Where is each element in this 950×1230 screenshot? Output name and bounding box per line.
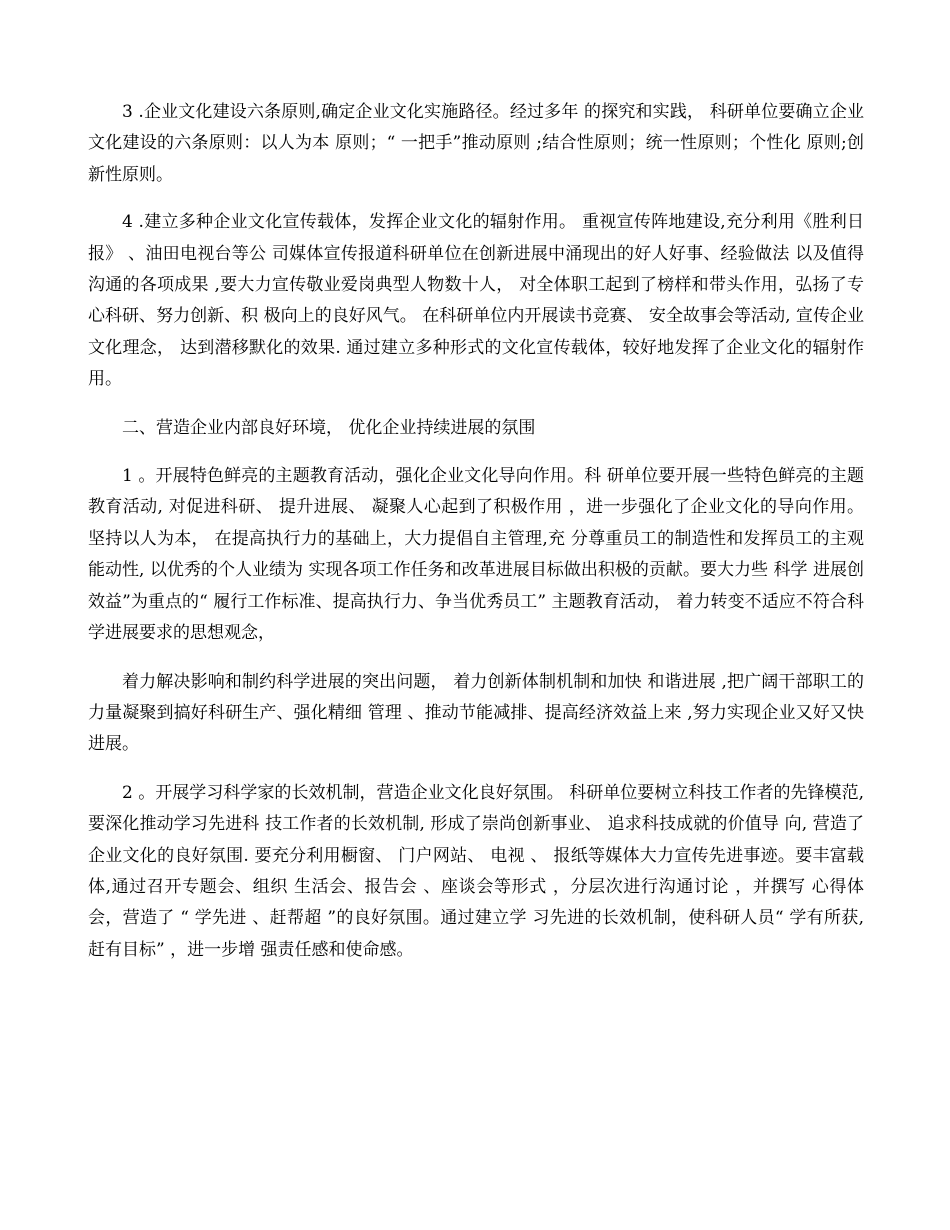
paragraph-principles: 3 .企业文化建设六条原则,确定企业文化实施路径。经过多年 的探究和实践， 科研单位要确立企业文化建设的六条原则：以人为本 原则；“ 一把手”推动原则 ;结合性原则；统一性原则；个性化 原则;创新性原则。 [88,102,864,185]
paragraph-gap [88,650,864,667]
paragraph-publicity-carriers: 4 .建立多种企业文化宣传载体，发挥企业文化的辐射作用。 重视宣传阵地建设,充分利用《胜利日报》 、油田电视台等公 司媒体宣传报道科研单位在创新进展中涌现出的好人好事、经验做法 以及值得沟通的各项成果 ,要大力宣传敬业爱岗典型人物数十人， 对全体职工起到了榜样和带头作用，弘扬了专心科研、努力创新、积 极向上的良好风气。 在科研单位内开展读书竞赛、 安全故事会等活动, 宣传企业文化理念， 达到潜移默化的效果. 通过建立多种形式的文化宣传载体，较好地发挥了企业文化的辐射作用。 [88,212,864,390]
paragraph-theme-education: 1 。开展特色鲜亮的主题教育活动，强化企业文化导向作用。科 研单位要开展一些特色鲜亮的主题教育活动, 对促进科研、 提升进展、 凝聚人心起到了积极作用 ，进一步强化了企业文化的导向作用。 坚持以人为本， 在提高执行力的基础上，大力提倡自主管理,充 分尊重员工的制造性和发挥员工的主观能动性, 以优秀的个人业绩为 实现各项工作任务和改革进展目标做出积极的贡献。要大力些 科学 进展创效益”为重点的“ 履行工作标准、提高执行力、争当优秀员工” 主题教育活动， 着力转变不适应不符合科学进展要求的思想观念， [88,466,864,644]
paragraph-learn-scientists: 2 。开展学习科学家的长效机制，营造企业文化良好氛围。 科研单位要树立科技工作者的先锋模范, 要深化推动学习先进科 技工作者的长效机制, 形成了崇尚创新事业、 追求科技成就的价值导 向, 营造了企业文化的良好氛围. 要充分利用橱窗、 门户网站、 电视 、 报纸等媒体大力宣传先进事迹。要丰富载体,通过召开专题会、组织 生活会、报告会 、座谈会等形式 ，分层次进行沟通讨论 ，并撰写 心得体会，营造了 “ 学先进 、赶帮超 ”的良好氛围。通过建立学 习先进的长效机制，使科研人员“ 学有所获,赶有目标” ，进一步增 强责任感和使命感。 [88,782,864,960]
paragraph-gap [88,761,864,778]
paragraph-resolve-problems: 着力解决影响和制约科学进展的突出问题， 着力创新体制机制和加快 和谐进展 ,把广阔干部职工的力量凝聚到搞好科研生产、强化精细 管理 、推动节能减排、提高经济效益上来 ,努力实现企业又好又快 进展。 [88,671,864,755]
paragraph-gap [88,191,864,207]
section-heading-environment: 二、营造企业内部良好环境， 优化企业持续进展的氛围 [122,417,536,438]
paragraph-gap [88,396,864,413]
paragraph-gap [88,444,864,461]
